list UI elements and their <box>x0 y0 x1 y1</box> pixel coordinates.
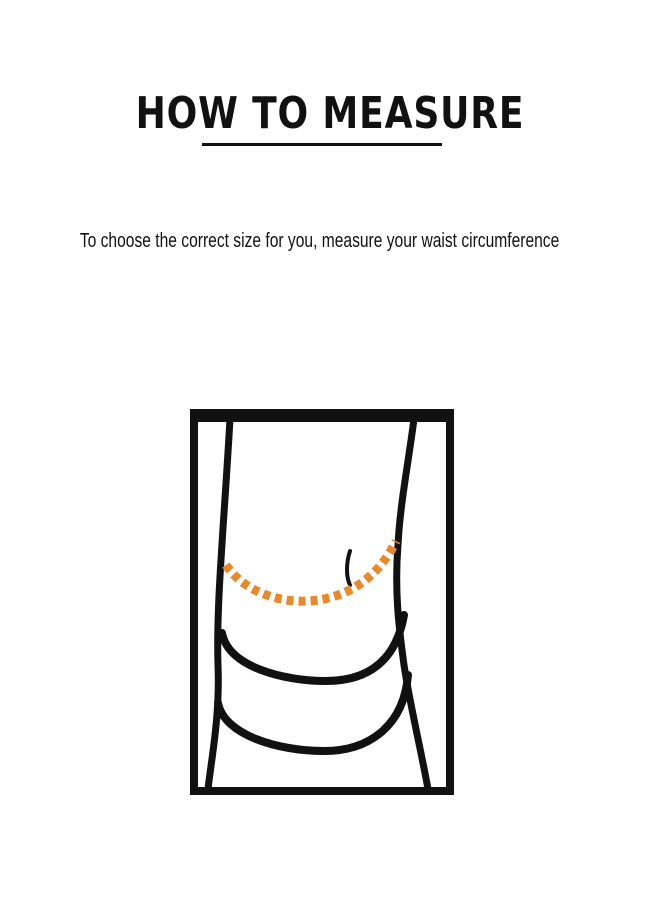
hip-band-upper <box>222 615 404 681</box>
instruction-text: To choose the correct size for you, measure your waist circumference <box>79 230 560 252</box>
body-right-outline <box>397 419 428 789</box>
illustration-frame <box>194 413 450 791</box>
body-left-outline <box>208 419 230 789</box>
title-underline <box>202 143 442 146</box>
page-title: HOW TO MEASURE <box>135 88 525 139</box>
waist-measure-line <box>226 541 396 601</box>
navel <box>347 551 350 585</box>
hip-band-lower <box>218 675 408 751</box>
waist-measurement-icon <box>188 405 458 801</box>
